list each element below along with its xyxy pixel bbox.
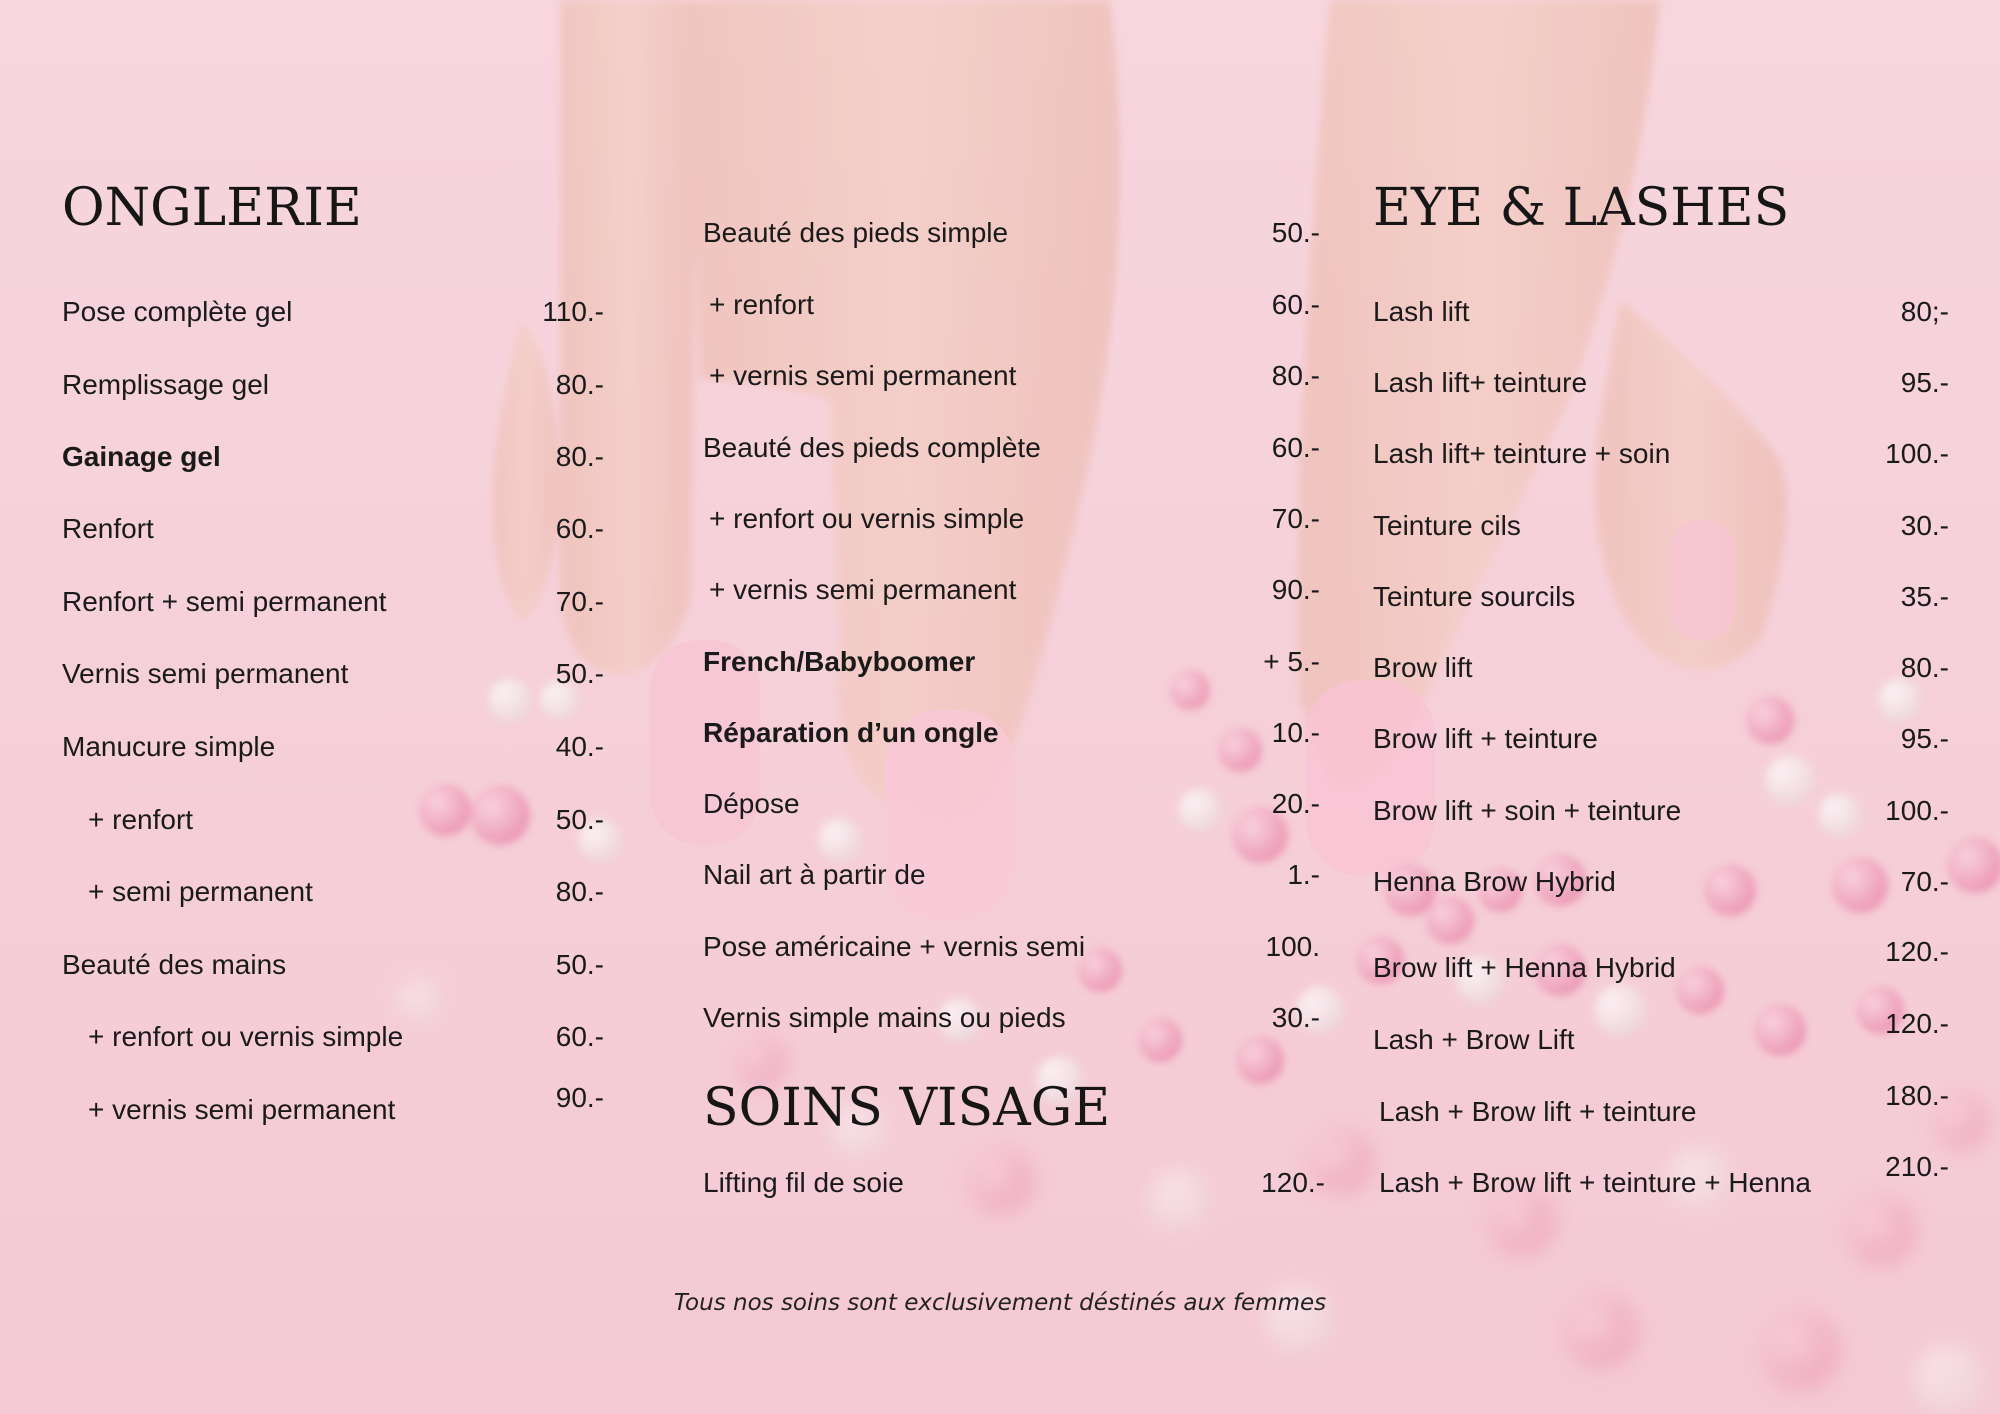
menu-row [62, 582, 604, 622]
service-price: 100.- [1885, 795, 1949, 826]
service-price: + 5.- [1263, 646, 1320, 677]
menu-row [703, 356, 1320, 396]
menu-row [62, 292, 604, 332]
menu-row [1373, 791, 1949, 831]
service-price: 80.- [1900, 652, 1949, 683]
service-label: + vernis semi permanent [709, 574, 1017, 605]
service-price: 20.- [1271, 788, 1320, 819]
service-label: Lash lift+ teinture [1373, 367, 1588, 398]
menu-row [62, 509, 604, 549]
menu-row [703, 642, 1320, 682]
service-label: Renfort [62, 513, 154, 544]
service-price: 100.- [1885, 438, 1949, 469]
service-price: 110.- [542, 296, 604, 327]
service-label: Teinture cils [1373, 510, 1521, 541]
service-label: Dépose [703, 788, 800, 819]
menu-row [703, 998, 1320, 1038]
service-label: Pose américaine + vernis semi [703, 931, 1086, 962]
service-label: Lifting fil de soie [703, 1167, 904, 1198]
service-label: + semi permanent [88, 876, 313, 907]
menu-row [1373, 719, 1949, 759]
service-label: Gainage gel [62, 441, 221, 472]
service-label: French/Babyboomer [703, 646, 976, 677]
service-label: Remplissage gel [62, 369, 269, 400]
service-label: Brow lift [1373, 652, 1473, 683]
menu-row [703, 855, 1320, 895]
pieds-section [703, 0, 1325, 1414]
menu-row [1373, 434, 1949, 474]
service-price: 70.- [1271, 503, 1320, 534]
service-label: Lash + Brow lift + teinture [1379, 1096, 1697, 1127]
service-price: 60.- [1271, 432, 1320, 463]
menu-row [62, 727, 604, 767]
menu-row [1373, 363, 1949, 403]
service-label: Teinture sourcils [1373, 581, 1576, 612]
menu-row [703, 428, 1320, 468]
menu-row [703, 784, 1320, 824]
service-price: 50.- [555, 658, 604, 689]
service-price: 60.- [555, 513, 604, 544]
service-price: 210.- [1885, 1151, 1949, 1182]
service-price: 50.- [555, 949, 604, 980]
service-price: 80.- [1271, 360, 1320, 391]
service-price: 40.- [555, 731, 604, 762]
service-price: 80.- [555, 441, 604, 472]
service-label: Beauté des pieds complète [703, 432, 1041, 463]
menu-row [703, 1163, 1325, 1203]
service-label: + vernis semi permanent [709, 360, 1017, 391]
service-price: 180.- [1885, 1080, 1949, 1111]
onglerie-section [62, 0, 604, 1414]
service-label: + renfort ou vernis simple [709, 503, 1025, 534]
menu-row [62, 1082, 604, 1130]
service-label: Pose complète gel [62, 296, 293, 327]
eye-lashes-section [1373, 0, 1949, 1414]
service-label: + renfort [709, 289, 815, 320]
menu-row [62, 654, 604, 694]
menu-row [1373, 292, 1949, 332]
service-label: Brow lift + Henna Hybrid [1373, 952, 1676, 983]
menu-row [703, 927, 1320, 967]
service-label: Réparation d’un ongle [703, 717, 999, 748]
service-price: 60.- [555, 1021, 604, 1052]
service-label: + renfort ou vernis simple [88, 1021, 404, 1052]
service-price: 120.- [1885, 936, 1949, 967]
menu-row [1373, 936, 1949, 988]
service-price: 95.- [1900, 723, 1949, 754]
menu-row [1373, 648, 1949, 688]
menu-row [703, 713, 1320, 753]
menu-row [1373, 1008, 1949, 1060]
menu-row [703, 499, 1320, 539]
service-label: Renfort + semi permanent [62, 586, 387, 617]
service-price: 90.- [1271, 574, 1320, 605]
menu-row [703, 213, 1320, 253]
service-price: 70.- [555, 586, 604, 617]
service-price: 80.- [555, 369, 604, 400]
service-price: 50.- [1271, 217, 1320, 248]
menu-row [1373, 506, 1949, 546]
menu-row [703, 285, 1320, 325]
service-label: + vernis semi permanent [88, 1094, 396, 1125]
service-label: + renfort [88, 804, 194, 835]
service-price: 10.- [1271, 717, 1320, 748]
section-title-onglerie: ONGLERIE [62, 178, 362, 238]
service-price: 35.- [1900, 581, 1949, 612]
section-title-soins-visage: SOINS VISAGE [703, 1078, 1111, 1138]
service-price: 80.- [555, 876, 604, 907]
service-label: Lash lift+ teinture + soin [1373, 438, 1671, 469]
section-title-eye-lashes: EYE & LASHES [1373, 178, 1790, 238]
service-price: 60.- [1271, 289, 1320, 320]
menu-row [1373, 577, 1949, 617]
service-label: Brow lift + teinture [1373, 723, 1598, 754]
service-label: Henna Brow Hybrid [1373, 866, 1616, 897]
menu-row [62, 1017, 604, 1057]
menu-row [1373, 1151, 1949, 1203]
service-price: 50.- [555, 804, 604, 835]
menu-row [62, 800, 604, 840]
menu-row [703, 570, 1320, 610]
service-price: 1.- [1287, 859, 1320, 890]
service-label: Brow lift + soin + teinture [1373, 795, 1682, 826]
service-label: Beauté des mains [62, 949, 287, 980]
service-price: 30.- [1271, 1002, 1320, 1033]
service-label: Vernis semi permanent [62, 658, 349, 689]
service-label: Vernis simple mains ou pieds [703, 1002, 1066, 1033]
menu-row [1373, 1080, 1949, 1132]
service-price: 120.- [1261, 1167, 1325, 1198]
service-price: 90.- [555, 1082, 604, 1113]
service-label: Lash + Brow Lift [1373, 1024, 1575, 1055]
service-price: 95.- [1900, 367, 1949, 398]
service-label: Lash + Brow lift + teinture + Henna [1379, 1167, 1811, 1198]
menu-row [1373, 862, 1949, 902]
footer-note: Tous nos soins sont exclusivement déstinés aux femmes [673, 1290, 1327, 1316]
service-price: 70.- [1900, 866, 1949, 897]
service-label: Nail art à partir de [703, 859, 926, 890]
menu-row [62, 945, 604, 985]
service-label: Manucure simple [62, 731, 276, 762]
menu-row [62, 872, 604, 912]
service-price: 30.- [1900, 510, 1949, 541]
service-price: 120.- [1885, 1008, 1949, 1039]
service-price: 100. [1265, 931, 1320, 962]
service-label: Beauté des pieds simple [703, 217, 1009, 248]
service-price: 80;- [1900, 296, 1949, 327]
service-label: Lash lift [1373, 296, 1470, 327]
menu-row [62, 365, 604, 405]
menu-row [62, 437, 604, 477]
